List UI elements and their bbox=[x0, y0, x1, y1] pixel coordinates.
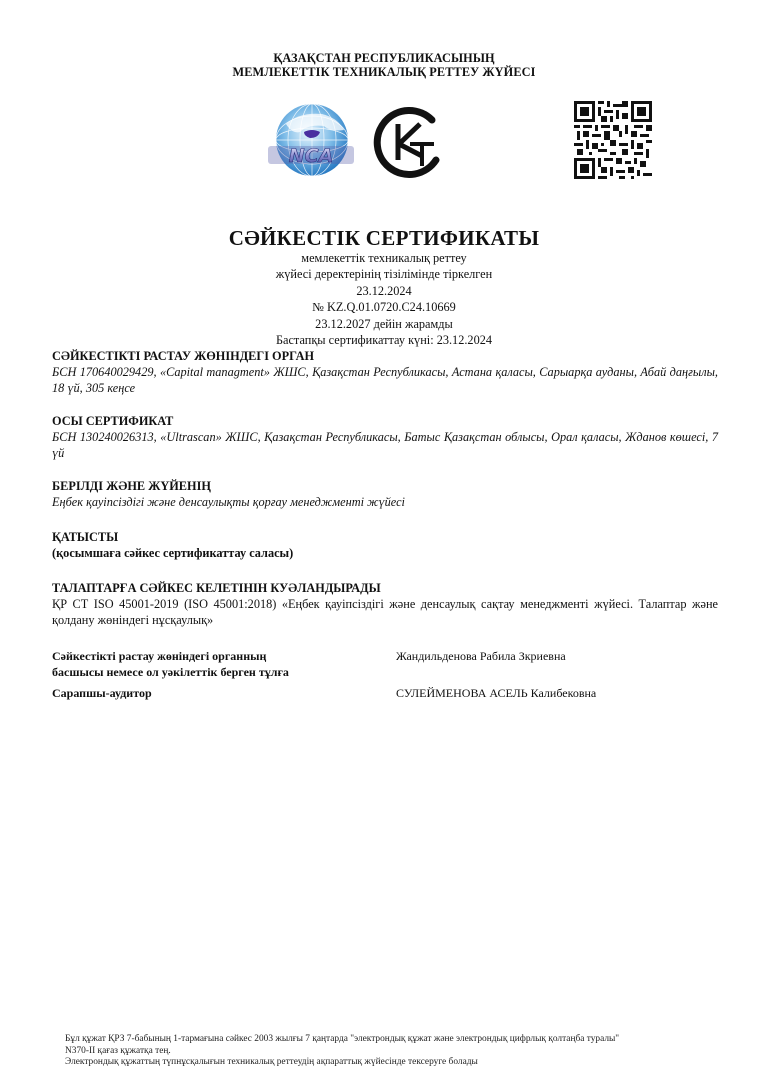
header-line-1: ҚАЗАҚСТАН РЕСПУБЛИКАСЫНЫҢ bbox=[273, 51, 495, 65]
initial-certification-date: Бастапқы сертификаттау күні: 23.12.2024 bbox=[275, 333, 493, 347]
certificate-number: № KZ.Q.01.0720.C24.10669 bbox=[312, 300, 456, 314]
signatory-role-head bbox=[52, 648, 372, 680]
section-text: Еңбек қауіпсіздігі және денсаулықты қорғау менеджменті жүйесі bbox=[52, 495, 405, 509]
footer-line-1: Бұл құжат ҚРЗ 7-бабының 1-тармағына сәйкес 2003 жылғы 7 қаңтарда "электрондық құжат және электрондық цифрлық қолтаңба туралы" bbox=[65, 1034, 620, 1044]
footer-note bbox=[65, 1034, 725, 1069]
section-heading: БЕРІЛДІ ЖӘНЕ ЖҮЙЕНІҢ bbox=[52, 479, 211, 493]
certificate-title: СӘЙКЕСТІК СЕРТИФИКАТЫ bbox=[228, 226, 540, 250]
role-line: Сәйкестікті растау жөніндегі органның bbox=[52, 649, 267, 663]
section-text: ҚР СТ ISO 45001-2019 (ISO 45001:2018) «Еңбек қауіпсіздігі және денсаулық сақтау менеджменті жүйесі. Талаптар және қолдану жөніндегі нұсқаулық» bbox=[52, 597, 718, 627]
svg-text:NCA: NCA bbox=[288, 145, 334, 167]
role-line: басшысы немесе ол уәкілеттік берген тұлға bbox=[52, 665, 289, 679]
header-line-2: МЕМЛЕКЕТТІК ТЕХНИКАЛЫҚ РЕТТЕУ ЖҮЙЕСІ bbox=[232, 65, 536, 79]
valid-until: 23.12.2027 дейін жарамды bbox=[315, 317, 453, 331]
section-text: (қосымшаға сәйкес сертификаттау саласы) bbox=[52, 546, 294, 560]
qr-code-icon[interactable] bbox=[574, 101, 652, 179]
section-certification-body bbox=[52, 348, 718, 396]
registration-date: 23.12.2024 bbox=[356, 284, 412, 298]
section-heading: СӘЙКЕСТІКТІ РАСТАУ ЖӨНІНДЕГІ ОРГАН bbox=[52, 349, 315, 363]
registered-line-1: мемлекеттік техникалық реттеу bbox=[301, 251, 467, 265]
nca-globe-logo-icon bbox=[264, 102, 356, 178]
section-heading: ОСЫ СЕРТИФИКАТ bbox=[52, 414, 174, 428]
section-certificate-holder bbox=[52, 413, 718, 461]
section-text: БСН 170640029429, «Capital managment» ЖШС, Қазақстан Республикасы, Астана қаласы, Сарыарқа ауданы, Абай даңғылы, 18 үй, 305 кеңсе bbox=[52, 365, 718, 395]
kt-conformity-mark-icon bbox=[370, 104, 446, 180]
registered-line-2: жүйесі деректерінің тізілімінде тіркелген bbox=[275, 267, 493, 281]
section-scope bbox=[52, 529, 718, 561]
section-heading: ҚАТЫСТЫ bbox=[52, 530, 119, 544]
footer-line-2: N370-II қағаз құжатқа тең. bbox=[65, 1045, 171, 1056]
footer-line-3: Электрондық құжаттың түпнұсқалығын техникалық реттеудің ақпараттық жүйесінде тексеруге болады bbox=[65, 1057, 478, 1067]
section-management-system bbox=[52, 478, 718, 510]
signatory-name-auditor: СУЛЕЙМЕНОВА АСЕЛЬ Калибековна bbox=[396, 686, 597, 700]
section-heading: ТАЛАПТАРҒА СӘЙКЕС КЕЛЕТІНІН КУӘЛАНДЫРАДЫ bbox=[52, 581, 381, 595]
section-text: БСН 130240026313, «Ultrascan» ЖШС, Қазақстан Республикасы, Батыс Қазақстан облысы, Орал қаласы, Жданов көшесі, 7 үй bbox=[52, 430, 718, 460]
signatory-name-head: Жандильденова Рабила Зкриевна bbox=[396, 649, 566, 663]
signatory-role-auditor: Сарапшы-аудитор bbox=[52, 686, 152, 700]
section-standard bbox=[52, 580, 718, 628]
